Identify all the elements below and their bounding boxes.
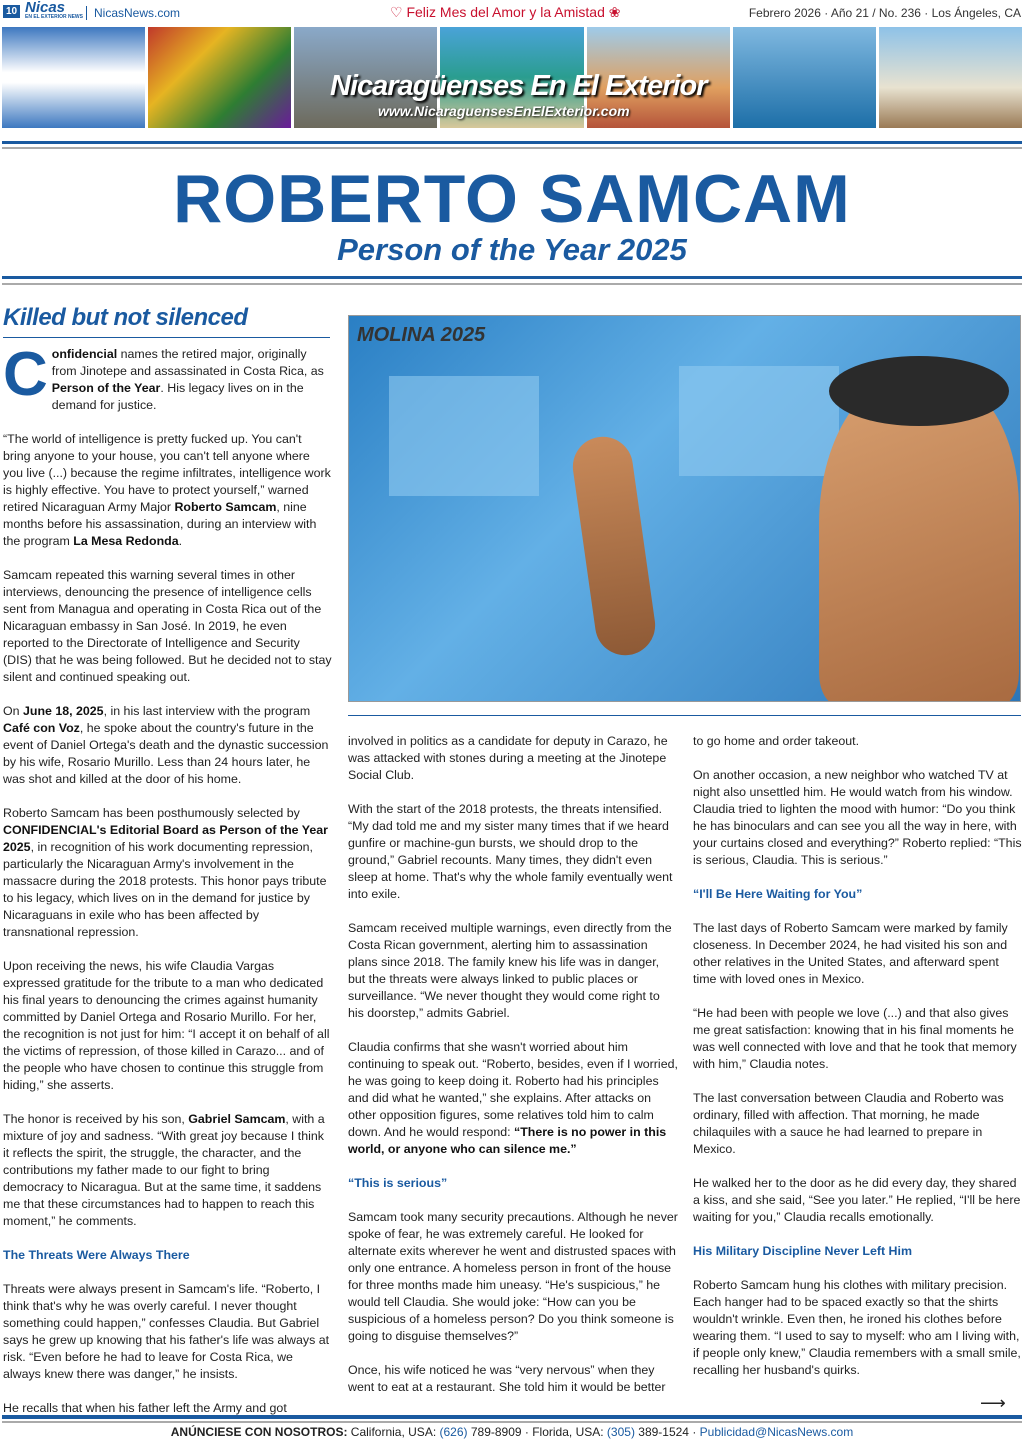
text-run: “There is no power in this world, or anyone who can silence me.” bbox=[348, 1125, 667, 1156]
paragraph bbox=[693, 1090, 1022, 1158]
text-run: Gabriel Samcam bbox=[188, 1112, 286, 1126]
text-run: On bbox=[3, 704, 23, 718]
kicker: Killed but not silenced bbox=[3, 304, 248, 331]
banner-title: Nicaragüenses En El Exterior bbox=[330, 70, 707, 102]
paragraph bbox=[3, 340, 332, 414]
subheadline: Person of the Year 2025 bbox=[337, 232, 687, 267]
paragraph bbox=[693, 1005, 1022, 1073]
dancers-image bbox=[148, 27, 291, 128]
text-run: His Military Discipline Never Left Him bbox=[693, 1244, 912, 1258]
surfer-image bbox=[733, 27, 876, 128]
text-run: to go home and order takeout. bbox=[693, 734, 860, 748]
drop-cap: C bbox=[3, 340, 48, 409]
divider bbox=[2, 283, 1022, 285]
text-run: Upon receiving the news, his wife Claudia Vargas expressed gratitude for the tribute to a man who dedicated his final years to denouncing the crimes against humanity committed by Daniel Ortega and Rosario Murillo. For her, the recognition is not just for him: “I accept it on behalf of all the victims of repression, of those killed in Carazo... and of the people who have chosen to continue this struggle from hiding,” she asserts. bbox=[3, 959, 330, 1092]
text-run: La Mesa Redonda bbox=[73, 534, 179, 548]
text-run: onfidencial bbox=[51, 347, 118, 361]
text-run: . His legacy lives on in the demand for justice. bbox=[51, 381, 304, 412]
section-heading bbox=[3, 1247, 332, 1264]
text-run: He walked her to the door as he did every day, they shared a kiss, and she said, “See you later.” He replied, “I'll be here waiting for you,” Claudia recalls emotionally. bbox=[693, 1176, 1021, 1224]
church-image bbox=[879, 27, 1022, 128]
text-run: Person of the Year bbox=[51, 381, 161, 395]
divider bbox=[2, 1421, 1022, 1423]
paragraph bbox=[348, 1362, 678, 1396]
text-run: involved in politics as a candidate for deputy in Carazo, he was attacked with stones during a meeting at the Jinotepe Social Club. bbox=[348, 734, 668, 782]
text-run: Claudia confirms that she wasn't worried about him continuing to speak out. “Roberto, besides, even if I worried, he was going to keep doing it. Roberto had his principles and did what he wanted,” she explains. After attacks on other opposition figures, some relatives told him to calm down. And he would respond: bbox=[348, 1040, 678, 1139]
text-run: . bbox=[178, 534, 183, 548]
text-run: Once, his wife noticed he was “very nervous” when they went to eat at a restaurant. She told him it would be better bbox=[348, 1363, 666, 1394]
text-run: He recalls that when his father left the Army and got bbox=[3, 1401, 287, 1415]
paragraph bbox=[3, 1111, 332, 1230]
flower-icon: ❀ bbox=[604, 4, 621, 20]
heart-icon: ♡ bbox=[390, 4, 407, 20]
article-column-1 bbox=[3, 340, 332, 1434]
paragraph bbox=[3, 703, 332, 788]
text-run: “I'll Be Here Waiting for You” bbox=[693, 887, 863, 901]
text-run: Roberto Samcam hung his clothes with military precision. Each hanger had to be spaced exactly so that the shirts wouldn't wrinkle. Even then, he ironed his clothes before wearing them. “I used to say to myself: who am I living with, if people only knew,” Claudia remembers with a small smile, recalling her husband's quirks. bbox=[693, 1278, 1021, 1377]
paragraph bbox=[3, 805, 332, 941]
portrait-illustration bbox=[348, 315, 1021, 702]
paragraph bbox=[348, 920, 678, 1022]
text-run: The last conversation between Claudia and Roberto was ordinary, filled with affection. That morning, he made chilaquiles with a sauce he had learned to prepare in Mexico. bbox=[693, 1091, 1004, 1156]
site-link[interactable]: NicasNews.com bbox=[86, 6, 180, 20]
text-run: Roberto Samcam bbox=[174, 500, 277, 514]
headline: ROBERTO SAMCAM bbox=[173, 161, 851, 237]
paragraph bbox=[348, 1209, 678, 1345]
paragraph bbox=[348, 733, 678, 784]
text-run: Samcam repeated this warning several times in other interviews, denouncing the presence of intelligence cells sent from Managua and operating in Costa Rica out of the Nicaraguan embassy in San José. In 2019, he even reported to the Directorate of Intelligence and Security (DIS) that he was being followed. But he decided not to stay silent and continued speaking out. bbox=[3, 568, 332, 684]
footer-ad-info: ANÚNCIESE CON NOSOTROS: California, USA: (626) 789-8909 · Florida, USA: (305) 389-1524 · Publicidad@NicasNews.com bbox=[170, 1425, 854, 1439]
text-run: Café con Voz bbox=[3, 721, 80, 735]
text-run: With the start of the 2018 protests, the threats intensified. “My dad told me and my sister many times that if we heard gunfire or machine-gun bursts, we should drop to the ground,” Gabriel recounts. Many times, they didn't even sleep at home. That's why the whole family eventually went into exile. bbox=[348, 802, 673, 901]
text-run: CONFIDENCIAL's Editorial Board as Person of the Year 2025 bbox=[3, 823, 328, 854]
divider bbox=[3, 337, 330, 338]
text-run: Threats were always present in Samcam's life. “Roberto, I think that's why he was overly careful. I never thought something could happen,” confesses Claudia. But Gabriel says he grew up knowing that his father's life was always at risk. “Even before he had to leave for Costa Rica, we always knew there was danger,” he insists. bbox=[3, 1282, 330, 1381]
continue-arrow-icon: ⟶ bbox=[980, 1393, 1006, 1413]
page-number: 10 bbox=[3, 5, 20, 18]
divider bbox=[2, 147, 1022, 149]
section-heading bbox=[693, 886, 1022, 903]
text-run: “The world of intelligence is pretty fucked up. You can't bring anyone to your house, you can't tell anyone where you live (...) because the regime infiltrates, intelligence work is highly effective. You have to protect yourself,” warned retired Nicaraguan Army Major bbox=[3, 432, 331, 514]
email-link[interactable]: Publicidad@NicasNews.com bbox=[699, 1425, 854, 1439]
text-run: The honor is received by his son, bbox=[3, 1112, 189, 1126]
paragraph bbox=[693, 920, 1022, 988]
divider bbox=[2, 276, 1022, 279]
text-run: On another occasion, a new neighbor who watched TV at night also unsettled him. He would watch from his window. Claudia tried to lighten the mood with humor: “Do you think he has binoculars and can see you all the way in here, with your curtains closed and everything?” Roberto replied: “This is serious, Claudia. This is serious.” bbox=[693, 768, 1022, 867]
paragraph bbox=[3, 958, 332, 1094]
paragraph bbox=[3, 1281, 332, 1383]
article-column-3 bbox=[693, 733, 1022, 1396]
text-run: Roberto Samcam has been posthumously selected by bbox=[3, 806, 300, 820]
section-heading bbox=[348, 1175, 678, 1192]
paragraph bbox=[348, 801, 678, 903]
paragraph bbox=[3, 567, 332, 686]
text-run: Samcam received multiple warnings, even directly from the Costa Rican government, alerting him to assassination plans since 2018. The family knew his life was in danger, but the threats were always linked to public places or surveillance. “We never thought they would come right to his doorstep,” admits Gabriel. bbox=[348, 921, 672, 1020]
divider bbox=[348, 715, 1021, 716]
text-run: June 18, 2025 bbox=[22, 704, 104, 718]
paragraph bbox=[693, 767, 1022, 869]
text-run: The last days of Roberto Samcam were marked by family closeness. In December 2024, he had visited his son and other relatives in the United States, and afterward spent time with loved ones in Mexico. bbox=[693, 921, 1008, 986]
divider bbox=[2, 141, 1022, 144]
nicas-logo[interactable]: Nicas EN EL EXTERIOR NEWS bbox=[25, 0, 83, 20]
issue-info: Febrero 2026 · Año 21 / No. 236 · Los Ángeles, CA bbox=[748, 6, 1021, 20]
text-run: “He had been with people we love (...) and that also gives me great satisfaction: knowing that in his final moments he was well connected with love and that he took that memory with him,” Claudia notes. bbox=[693, 1006, 1017, 1071]
text-run: , in recognition of his work documenting repression, particularly the Nicaraguan Army's involvement in the massacre during the 2018 protests. This honor pays tribute to his legacy, which lives on in the demand for justice by Nicaraguans in exile who has been affected by transnational repression. bbox=[3, 840, 327, 939]
text-run: , with a mixture of joy and sadness. “With great joy because I think it reflects the spirit, the struggle, the character, and the contributions my father made to our fight to bring democracy to Nicaragua. But at the same time, it saddens me that these circumstances had to happen to reach this moment,” he comments. bbox=[3, 1112, 325, 1228]
paragraph bbox=[348, 1039, 678, 1158]
text-run: Samcam took many security precautions. Although he never spoke of fear, he was extremely careful. He looked for alternate exits wherever he went and distrusted spaces with only one entrance. A homeless person in front of the house for three months made him uneasy. “He's suspicious,” he would tell Claudia. She would joke: “How can you be suspicious of a homeless person? Do you think someone is going to disguise themselves?” bbox=[348, 1210, 678, 1343]
text-run: The Threats Were Always There bbox=[3, 1248, 190, 1262]
festive-banner: ♡ Feliz Mes del Amor y la Amistad ❀ bbox=[390, 4, 621, 20]
paragraph bbox=[693, 733, 1022, 750]
paragraph bbox=[3, 431, 332, 550]
top-bar bbox=[0, 0, 1024, 26]
article-column-2 bbox=[348, 733, 678, 1413]
banner-url[interactable]: www.NicaraguensesEnElExterior.com bbox=[378, 103, 630, 119]
paragraph bbox=[693, 1277, 1022, 1379]
text-run: , he spoke about the country's future in the event of Daniel Ortega's death and the dynastic succession by his wife, Rosario Murillo. Less than 24 hours later, he was shot and killed at the door of his home. bbox=[3, 721, 329, 786]
paragraph bbox=[693, 1175, 1022, 1226]
flag-image bbox=[2, 27, 145, 128]
text-run: “This is serious” bbox=[348, 1176, 448, 1190]
section-heading bbox=[693, 1243, 1022, 1260]
divider bbox=[2, 1415, 1022, 1419]
text-run: , in his last interview with the program bbox=[103, 704, 311, 718]
artist-signature: MOLINA 2025 bbox=[357, 324, 486, 346]
text-run: , nine months before his assassination, during an interview with the program bbox=[3, 500, 317, 548]
text-run: names the retired major, originally from Jinotepe and assassinated in Costa Rica, as bbox=[51, 347, 324, 378]
